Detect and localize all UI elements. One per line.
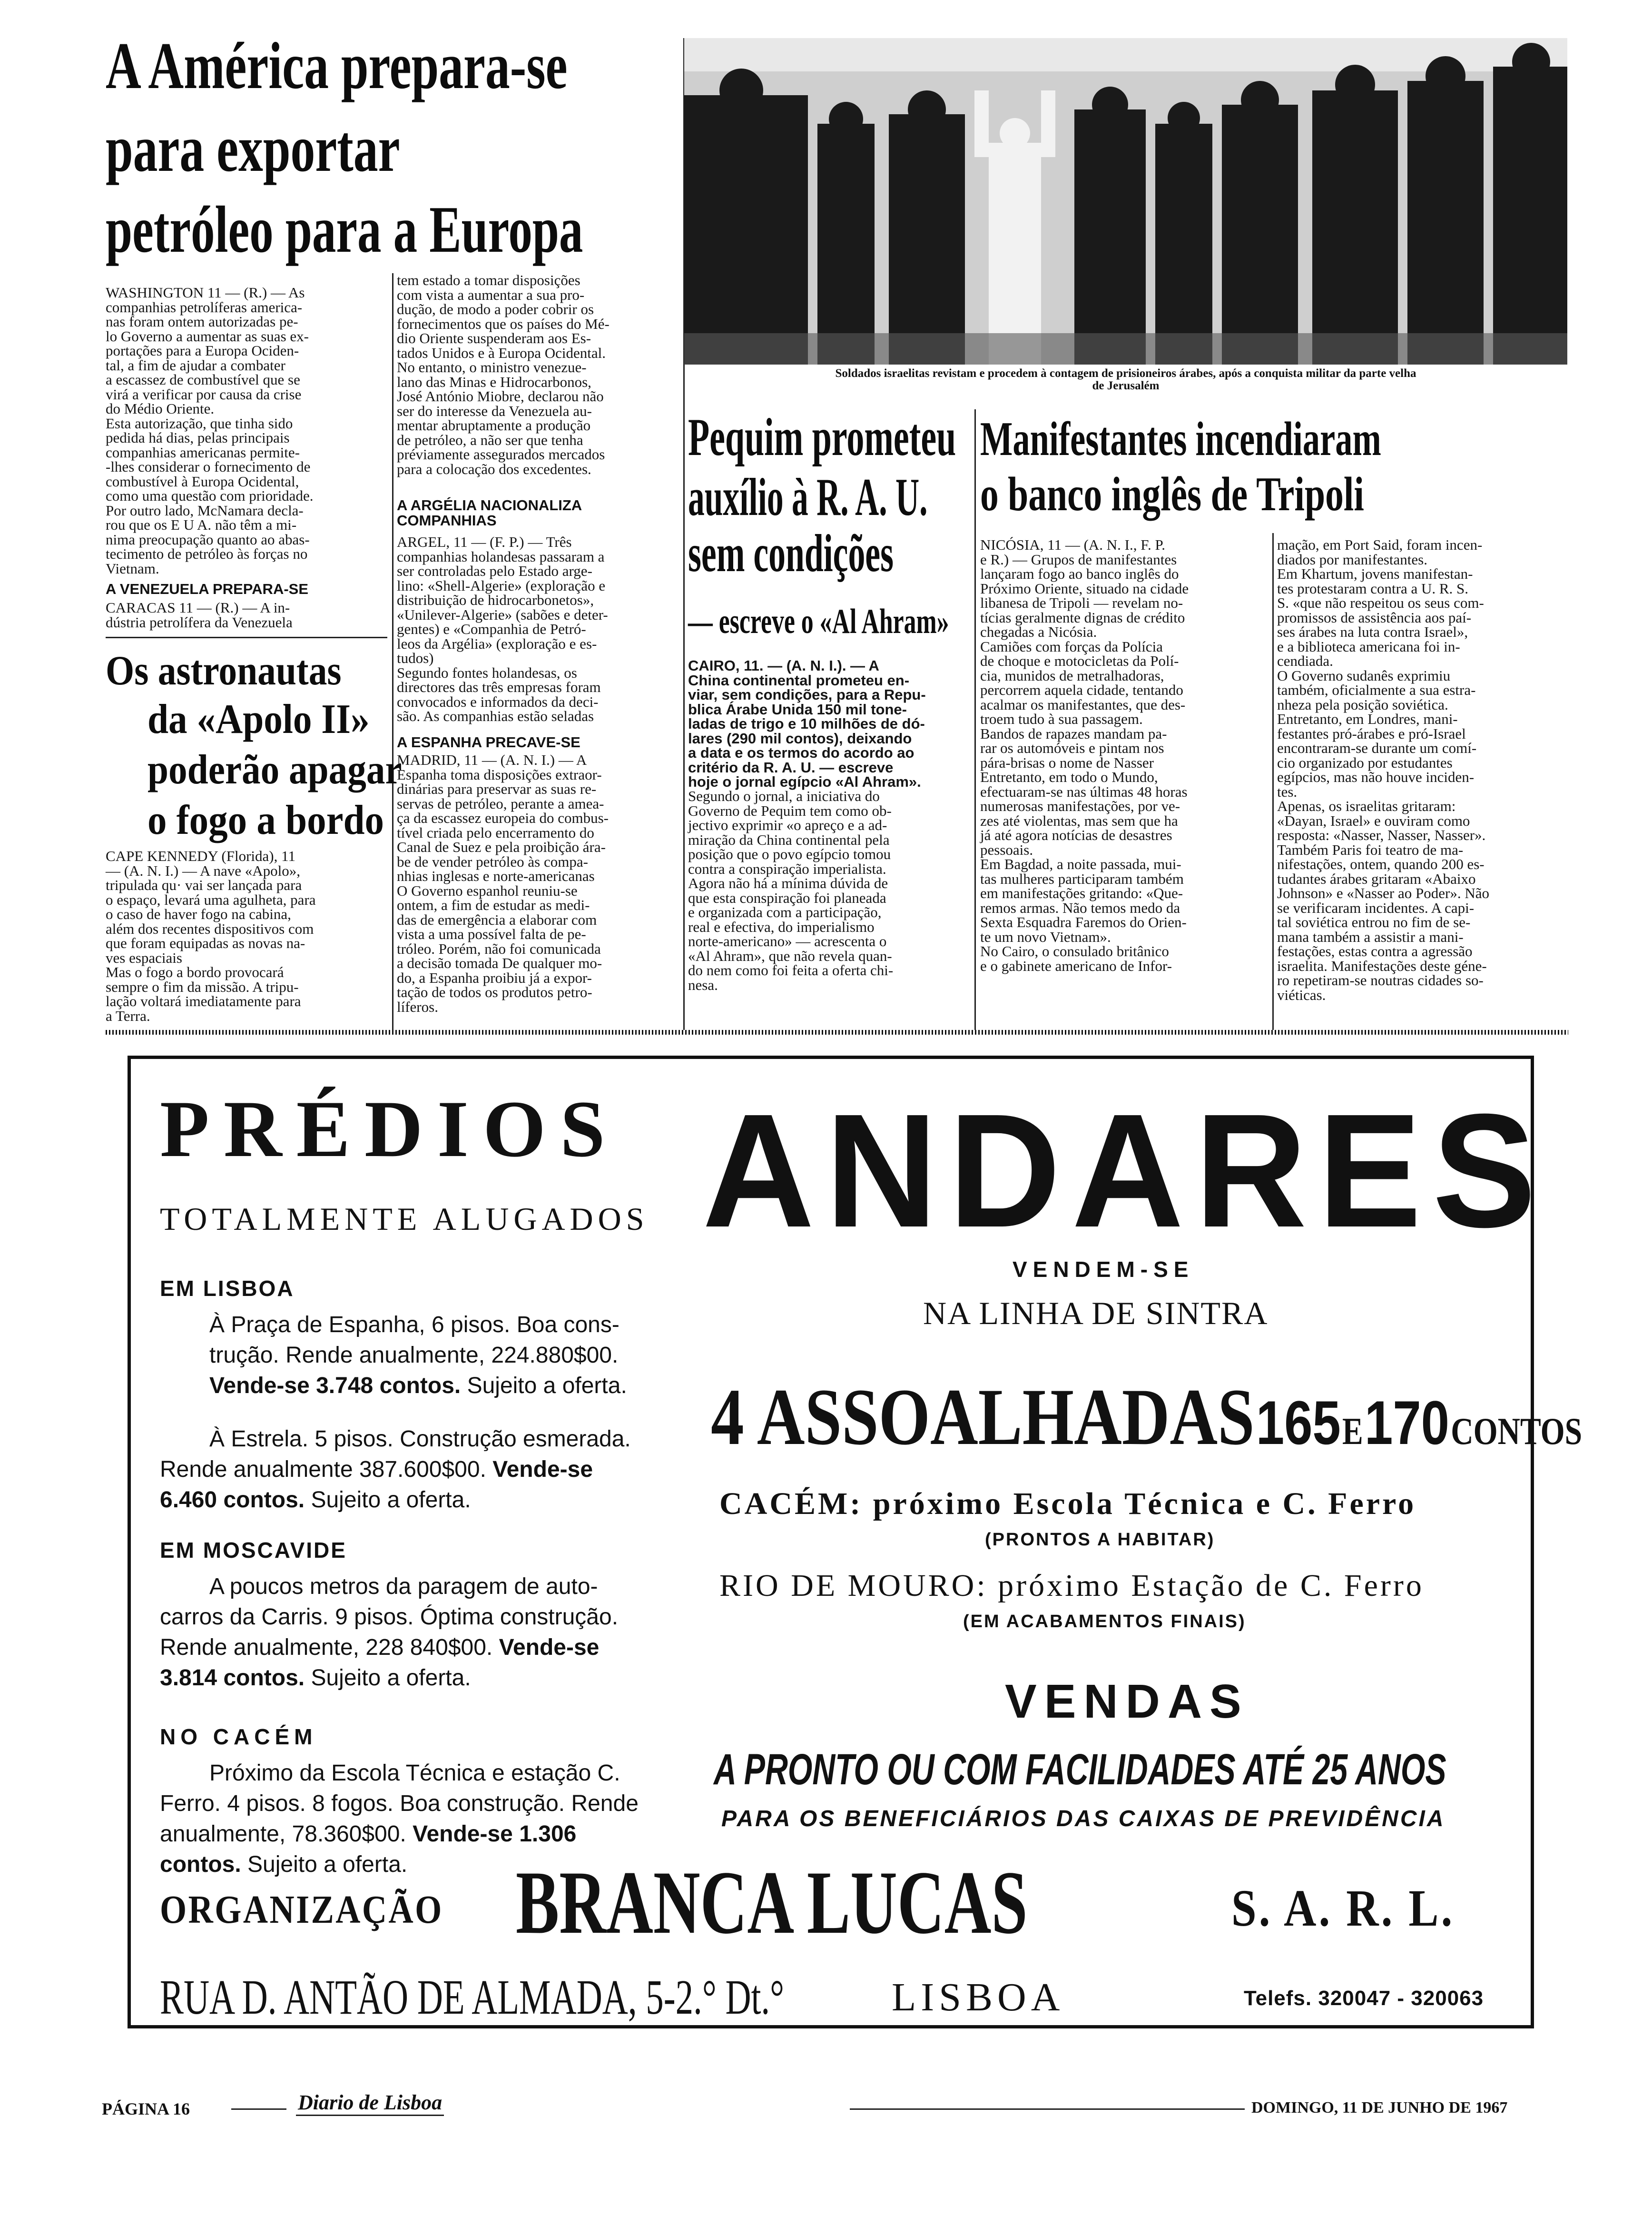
article1-subhead-argelia: A ARGÉLIA NACIONALIZA COMPANHIAS — [397, 497, 582, 529]
ad-phones: Telefs. 320047 - 320063 — [1244, 1987, 1484, 2010]
ad-item2-line2: Rende anualmente 387.600$00. — [160, 1457, 486, 1482]
footer-page-number: PÁGINA 16 — [102, 2099, 190, 2118]
ad-rio-line: RIO DE MOURO: próximo Estação de C. Ferro — [719, 1568, 1424, 1603]
section-separator — [106, 1030, 1568, 1035]
article1-col1b-text: CARACAS 11 — (R.) — A in- dústria petrolífera da Venezuela — [106, 599, 293, 631]
article3-headline-line1: Pequim prometeu — [688, 408, 956, 467]
news-photo-image — [684, 38, 1567, 365]
ad-rio-note: (EM ACABAMENTOS FINAIS) — [963, 1612, 1246, 1632]
article2-headline-line2: da «Apolo II» — [148, 696, 370, 742]
ad-item3-tail: Sujeito a oferta. — [305, 1665, 471, 1691]
article1-subhead-venezuela: A VENEZUELA PREPARA-SE — [106, 581, 309, 597]
ad-cacem-note: (PRONTOS A HABITAR) — [985, 1530, 1215, 1550]
ad-pronto-line: A PRONTO OU COM FACILIDADES ATÉ 25 ANOS — [714, 1745, 1446, 1794]
article1-col2c-text: MADRID, 11 — (A. N. I.) — A Espanha toma disposições extraor- dinárias para preservar as suas re- servas de petróleo, perante a amea- ça da escassez europeia do combus- tível criada pelo encerramento do Canal de Suez e pela proibição ára- be de vender petróleo às compa- nhias inglesas e norte-americanas O Governo espanhol reuniu-se ontem, a fim de estudar as medi- das de emergência a elaborar com vista a uma possível falta de pe- tróleo. Porém, não foi comunicada a decisão tomada De qualquer mo- do, a Espanha proibiu já a expor- tação de todos os produtos petro- líferos. — [397, 752, 609, 1015]
ad-item2-price: 6.460 contos. — [160, 1487, 305, 1513]
article2-headline-line1: Os astronautas — [106, 648, 342, 694]
ad-assoalhadas-e: CONTOS — [1451, 1411, 1583, 1453]
footer-rule-left — [231, 2108, 286, 2110]
ad-linha-sintra: NA LINHA DE SINTRA — [923, 1295, 1268, 1331]
ad-address: RUA D. ANTÃO DE ALMADA, 5-2.° Dt.° — [160, 1970, 785, 2025]
article2-body-text: CAPE KENNEDY (Florida), 11 — (A. N. I.) — A nave «Apolo», tripulada qu· vai ser lançada para o espaço, levará uma agulheta, para o caso de haver fogo na cabina, além dos recentes dispositivos com que foram equipadas as novas na- ves espaciais Mas o fogo a bordo provocará sempre o fim da missão. A tripu- lação voltará imediatamente para a Terra. — [106, 848, 316, 1024]
article1-col2b-text: ARGEL, 11 — (F. P.) — Três companhias holandesas passaram a ser controladas pelo Estado arge- lino: «Shell-Algerie» (exploração e distribuição de hidrocarbonetos», «Unilever-Algerie» (sabões e deter- gentes) e «Companhia de Petró- leos da Argélia» (exploração e es- tudos) Segundo fontes holandesas, os directores das três empresas foram convocados e informados da deci- são. As companhias estão seladas — [397, 534, 608, 724]
article1-col1-text: WASHINGTON 11 — (R.) — As companhias petrolíferas america- nas foram ontem autorizadas pe- lo Governo a aumentar as suas ex- portações para a Europa Ociden- tal, a fim de ajudar a combater a escassez de combustível que se virá a verificar por causa da crise do Médio Oriente. Esta autorização, que tinha sido pedida há dias, pelas principais companhias americanas permite- -lhes considerar o fornecimento de combustível à Europa Ocidental, como uma questão com prioridade. Por outro lado, McNamara decla- rou que os E U A. não têm a mi- nima preocupação quanto ao abas- tecimento de petróleo às forças no Vietnam. — [106, 284, 314, 577]
ad-item2-line2b: Vende-se — [486, 1457, 593, 1482]
article3-body-text: Segundo o jornal, a iniciativa do Governo de Pequim tem como ob- jectivo exprimir «o apreço e a ad- miração da China continental pela posição que o povo egípcio tomou contra a conspiração imperialista. Agora não há a mínima dúvida de que esta conspiração foi planeada e organizada com a participação, real e efectiva, do imperialismo norte-americano» — acrescenta o «Al Ahram», que não revela quan- do nem como foi feita a oferta chi- nesa. — [688, 788, 894, 993]
column-rule-1 — [392, 273, 393, 1035]
article4-col2-text: mação, em Port Said, foram incen- diados por manifestantes. Em Khartum, jovens manifestan- tes protestaram contra a U. R. S. S. «que não respeitou os seus com- promissos de assistência aos paí- ses árabes na luta contra Israel», e a biblioteca americana foi in- cendiada. O Governo sudanês exprimiu também, oficialmente a sua estra- nheza pela posição soviética. Entretanto, em Londres, mani- festantes pró-árabes e pró-Israel encontraram-se durante um comí- cio organizado por estudantes egípcios, mas não houve inciden- tes. Apenas, os israelitas gritaram: «Dayan, Israel» e ouviram como resposta: «Nasser, Nasser, Nasser». Também Paris foi teatro de ma- nifestações, ontem, quando 200 es- tudantes árabes gritaram «Abaixo Johnson» e «Nasser ao Poder». Não se verificaram incidentes. A capi- tal soviética entrou no fim de se- mana também a assistir a mani- festações, estas contra a agressão israelita. Manifestações deste géne- ro repetiram-se noutras cidades so- viéticas. — [1277, 536, 1489, 1003]
article1-col2-text: tem estado a tomar disposições com vista a aumentar a sua pro- dução, de modo a poder cobrir os fornecimentos que os países do Mé- dio Oriente suspenderam aos Es- tados Unidos e à Europa Ocidental. No entanto, o ministro venezue- lano das Minas e Hidrocarbonos, José António Miobre, declarou não ser do interesse da Venezuela au- mentar abruptamente a produção de petróleo, a não ser que tenha préviamente assegurados mercados para a colocação dos excedentes. — [397, 272, 610, 477]
article3-lead-text: CAIRO, 11. — (A. N. I.). — A China continental prometeu en- viar, sem condições, para a Repu- blica Árabe Unida 150 mil tone- ladas de trigo e 10 milhões de dó- lares (290 mil contos), deixando a data e os termos do acordo ao critério da R. A. U. — escreve hoje o jornal egípcio «Al Ahram». — [688, 657, 926, 790]
ad-assoalhadas-b: 165 — [1256, 1388, 1341, 1457]
ad-item4-line3: anualmente, 78.360$00. — [160, 1821, 406, 1847]
ad-item1-text: À Praça de Espanha, 6 pisos. Boa cons- trução. Rende anualmente, 224.880$00. — [209, 1312, 620, 1368]
article3-headline-line2: auxílio à R. A. U. — [688, 468, 928, 527]
article1-headline-line1: A América prepara-se — [106, 29, 568, 103]
footer-date: DOMINGO, 11 DE JUNHO DE 1967 — [1251, 2099, 1508, 2116]
ad-vendem-se: VENDEM-SE — [1013, 1257, 1194, 1282]
ad-organizacao: ORGANIZAÇÃO — [160, 1888, 443, 1932]
column-rule-4 — [1272, 533, 1274, 1035]
ad-predios-title: PRÉDIOS — [160, 1084, 620, 1174]
ad-item4-price: contos. — [160, 1852, 241, 1877]
ad-item1 — [209, 1310, 652, 1401]
ad-beneficiarios-line: PARA OS BENEFICIÁRIOS DAS CAIXAS DE PREVIDÊNCIA — [721, 1806, 1446, 1831]
ad-cacem-heading: NO CACÉM — [160, 1724, 317, 1749]
ad-andares-title: ANDARES — [702, 1080, 1547, 1261]
news-photo — [684, 38, 1567, 365]
article1-headline-line3: petróleo para a Europa — [106, 193, 583, 267]
ad-item4-tail: Sujeito a oferta. — [241, 1852, 408, 1877]
article1-subhead-espanha: A ESPANHA PRECAVE-SE — [397, 734, 580, 751]
ad-item2-line1: À Estrela. 5 pisos. Construção esmerada. — [209, 1426, 631, 1452]
ad-lisboa-heading: EM LISBOA — [160, 1276, 295, 1301]
ad-item3-text: A poucos metros da paragem de auto- carros da Carris. 9 pisos. Óptima construção. — [160, 1574, 619, 1630]
ad-company-name: BRANCA LUCAS — [516, 1853, 1028, 1953]
ad-assoalhadas-d: 170 — [1365, 1388, 1449, 1457]
ad-cacem-line: CACÉM: próximo Escola Técnica e C. Ferro — [719, 1486, 1416, 1521]
ad-item2-tail: Sujeito a oferta. — [305, 1487, 471, 1513]
footer-paper-name: Diario de Lisboa — [296, 2090, 444, 2116]
article4-col1-text: NICÓSIA, 11 — (A. N. I., F. P. e R.) — Grupos de manifestantes lançaram fogo ao banco inglês do Próximo Oriente, situado na cidade libanesa de Tripoli — revelam no- tícias geralmente dignas de crédito chegadas a Nicósia. Camiões com forças da Polícia de choque e motocicletas da Polí- cia, munidos de metralhadoras, percorrem aquela cidade, tentando acalmar os manifestantes, que des- troem tudo à sua passagem. Bandos de rapazes mandam pa- rar os automóveis e pintam nos pára-brisas o nome de Nasser Entretanto, em todo o Mundo, efectuaram-se nas últimas 48 horas numerosas manifestações, por ve- zes até violentas, mas sem que ha já até agora notícias de desastres pessoais. Em Bagdad, a noite passada, mui- tas mulheres participaram também em manifestações gritando: «Que- remos armas. Não temos medo da Sexta Esquadra Faremos do Orien- te um novo Vietnam». No Cairo, o consulado britânico e o gabinete americano de Infor- — [980, 536, 1189, 974]
ad-item3-price: 3.814 contos. — [160, 1665, 305, 1691]
ad-assoalhadas-c: E — [1342, 1411, 1363, 1453]
photo-caption: Soldados israelitas revistam e procedem à contagem de prisioneiros árabes, após a conquista militar da parte velha de Jerusalém — [835, 367, 1416, 392]
ad-item4-line3b: Vende-se 1.306 — [406, 1821, 577, 1847]
ad-assoalhadas-line — [711, 1371, 1582, 1464]
ad-company-sarl: S. A. R. L. — [1231, 1879, 1455, 1937]
ad-item3 — [160, 1572, 655, 1693]
ad-item1-tail: Sujeito a oferta. — [461, 1373, 627, 1398]
article3-headline-line3: sem condições — [688, 524, 894, 583]
ad-item2 — [160, 1424, 655, 1515]
ad-item4-text: Próximo da Escola Técnica e estação C. Ferro. 4 pisos. 8 fogos. Boa construção. Rende — [160, 1760, 639, 1816]
ad-vendas: VENDAS — [1005, 1675, 1249, 1728]
ad-assoalhadas-a: 4 ASSOALHADAS — [711, 1372, 1255, 1462]
ad-item3-line3b: Vende-se — [492, 1635, 600, 1660]
article4-headline-line2: o banco inglês de Tripoli — [980, 467, 1364, 521]
article2-headline-line3: poderão apagar — [148, 747, 402, 793]
article1-headline-line2: para exportar — [106, 112, 400, 186]
ad-item3-line3: Rende anualmente, 228 840$00. — [160, 1635, 493, 1660]
article3-headline-line4: — escreve o «Al Ahram» — [688, 602, 949, 641]
ad-address-city: LISBOA — [892, 1975, 1065, 2019]
article4-headline-line1: Manifestantes incendiaram — [980, 412, 1381, 466]
article2-headline-line4: o fogo a bordo — [148, 797, 384, 843]
rule-article1-article2 — [106, 637, 387, 638]
ad-predios-subtitle: TOTALMENTE ALUGADOS — [160, 1201, 649, 1237]
footer-rule-right — [850, 2108, 1245, 2110]
column-rule-3 — [974, 409, 976, 1035]
ad-moscavide-heading: EM MOSCAVIDE — [160, 1538, 347, 1563]
ad-item1-price: Vende-se 3.748 contos. — [209, 1373, 461, 1398]
